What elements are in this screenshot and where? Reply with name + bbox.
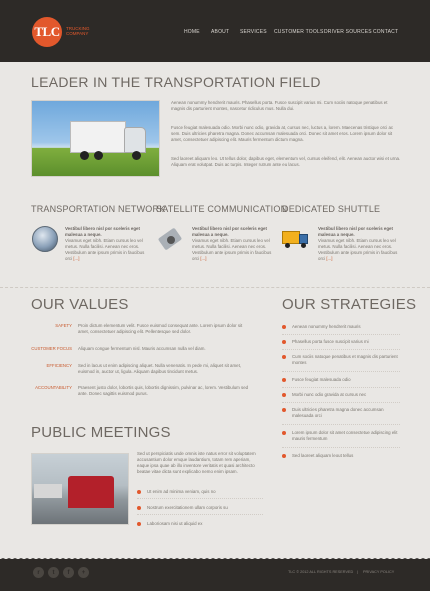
feature-title-dedicated-shuttle: DEDICATED SHUTTLE [282, 204, 381, 214]
value-text: Praesent justo dolor, lobortis quis, lobortis dignissim, pulvinar ac, lorem. Vestibulum sed ante. Donec sagittis euismod purus. [78, 385, 249, 397]
footer-separator: | [357, 570, 358, 574]
bullet-icon [282, 454, 286, 458]
read-more-link[interactable]: [...] [200, 256, 207, 262]
value-label: EFFICIENCY [46, 363, 72, 368]
meetings-text: Sed ut perspiciatis unde omnis iste natus error sit voluptatem accusantium dolor emque laudantium, totam rem aperiam, eaque ipsa quae ab illo inventore veritatis et quasi architecto beatae vitae dicta sunt explicabo nemo enim ipsam. [137, 451, 256, 475]
red-truck-shape [68, 476, 114, 508]
value-label: CUSTOMER FOCUS [31, 346, 72, 351]
feature-title-satellite-communication: SATELLITE COMMUNICATION [156, 204, 288, 214]
strategy-separator [282, 334, 400, 335]
nav-driver-sources[interactable]: DRIVER SOURCES [324, 29, 372, 35]
strategy-separator [282, 349, 400, 350]
truck-wheel [132, 151, 141, 160]
value-label: ACCOUNTABILITY [35, 385, 72, 390]
main-nav [0, 29, 430, 37]
nav-home[interactable]: HOME [184, 29, 200, 35]
nav-services[interactable]: SERVICES [240, 29, 267, 35]
bullet-icon [137, 522, 141, 526]
section-divider [0, 287, 430, 288]
meeting-separator [137, 514, 263, 515]
nav-contact[interactable]: CONTACT [373, 29, 399, 35]
truck-wheel [94, 151, 103, 160]
value-text: Sed in lacus ut enim adipiscing aliquet. Nulla venenatis. In pede mi, aliquet sit amet, euismod in, auctor ut, ligula. Aliquam dapibus tincidunt metus. [78, 363, 242, 375]
value-text: Aliquam congue fermentum nisl. Mauris accumsan nulla vel diam. [78, 346, 206, 351]
read-more-link[interactable]: [...] [326, 256, 333, 262]
truck-trailer-shape [70, 121, 126, 153]
bullet-icon [282, 431, 286, 435]
nav-about[interactable]: ABOUT [211, 29, 230, 35]
bullet-icon [137, 490, 141, 494]
strategies-title: OUR STRATEGIES [282, 296, 417, 313]
feature-text-1: Vestibul libero nisl por sceleris eget malesua a neque. Vivamus eget nibh. Etiam cursus leo vel metus. Nulla facilisi. Aenean nec eros. Vestibulum ante ipsum primis in faucibus orci [...] [65, 226, 145, 262]
twitter-icon[interactable]: t [48, 567, 59, 578]
nav-customer-tools[interactable]: CUSTOMER TOOLS [274, 29, 324, 35]
strategy-separator [282, 387, 400, 388]
truck-photo [31, 100, 160, 177]
globe-icon [32, 226, 58, 252]
copyright-text: TLC © 2012 ALL RIGHTS RESERVED [288, 570, 354, 574]
intro-paragraph-3: Sed laoreet aliquam leo. Ut tellus dolor, dapibus eget, elementum vel, cursus eleifend, elit. Aenean auctor wisi et urna. Aliquam erat volutpat. Duis ac turpis. Integer rutrum ante eu lacus. [171, 156, 401, 168]
bullet-icon [282, 393, 286, 397]
strategy-separator [282, 424, 400, 425]
strategy-separator [282, 371, 400, 372]
strategy-separator [282, 402, 400, 403]
shuttle-truck-icon [282, 226, 308, 252]
meeting-separator [137, 498, 263, 499]
value-label: SAFETY [55, 323, 72, 328]
feature-text-3: Vestibul libero nisl por sceleris eget malesua a neque. Vivamus eget nibh. Etiam cursus leo vel metus. Nulla facilisi. Aenean nec eros. Vestibulum ante ipsum primis in faucibus orci [...] [318, 226, 398, 262]
read-more-link[interactable]: [...] [73, 256, 80, 262]
values-title: OUR VALUES [31, 296, 129, 313]
page-title: LEADER IN THE TRANSPORTATION FIELD [31, 74, 321, 90]
strategy-separator [282, 447, 400, 448]
bullet-icon [282, 408, 286, 412]
meetings-title: PUBLIC MEETINGS [31, 424, 171, 441]
bullet-icon [282, 355, 286, 359]
truck-wheel [80, 151, 89, 160]
privacy-policy-link[interactable]: PRIVACY POLICY [363, 570, 395, 574]
feature-text-2: Vestibul libero nisl por sceleris eget malesua a neque. Vivamus eget nibh. Etiam cursus leo vel metus. Nulla facilisi. Aenean nec eros. Vestibulum ante ipsum primis in faucibus orci [...] [192, 226, 272, 262]
rss-icon[interactable]: r [33, 567, 44, 578]
bullet-icon [137, 506, 141, 510]
intro-paragraph-2: Fusce feugiat malesuada odio. Morbi nunc odio, gravida at, cursus nec, luctus a, lorem. Maecenas tristique orci ac sem. Duis ultricies pharetra magna. Donec accumsan malesuada orci. Donec sit amet eros. Lorem ipsum dolor sit amet, consectetuer adipiscing elit. Mauris fermentum dictum magna. [171, 125, 394, 143]
intro-paragraph-1: Aenean nonummy hendrerit mauris. Phasellus porta. Fusce suscipit varius mi. Cum sociis natoque penatibus et magnis dis parturient montes, nascetur ridiculus mus. Nulla dui. [171, 100, 388, 112]
trailer-shape [34, 484, 62, 498]
truck-cab-shape [124, 127, 146, 153]
value-text: Proin dictum elementum velit. Fusce euismod consequat ante. Lorem ipsum dolor sit amet, consectetuer adipiscing elit. Pellentesque sed dolor. [78, 323, 243, 335]
bullet-icon [282, 378, 286, 382]
logo-text: TLC [34, 24, 60, 39]
feature-title-transportation-network: TRANSPORTATION NETWORK [31, 204, 166, 214]
bullet-icon [282, 340, 286, 344]
logo-subtitle: TRUCKING COMPANY [66, 26, 90, 36]
plus-icon[interactable]: + [78, 567, 89, 578]
bullet-icon [282, 325, 286, 329]
satellite-icon [157, 226, 183, 252]
red-truck-photo [31, 453, 129, 525]
header-zigzag-edge [0, 58, 430, 64]
facebook-icon[interactable]: f [63, 567, 74, 578]
